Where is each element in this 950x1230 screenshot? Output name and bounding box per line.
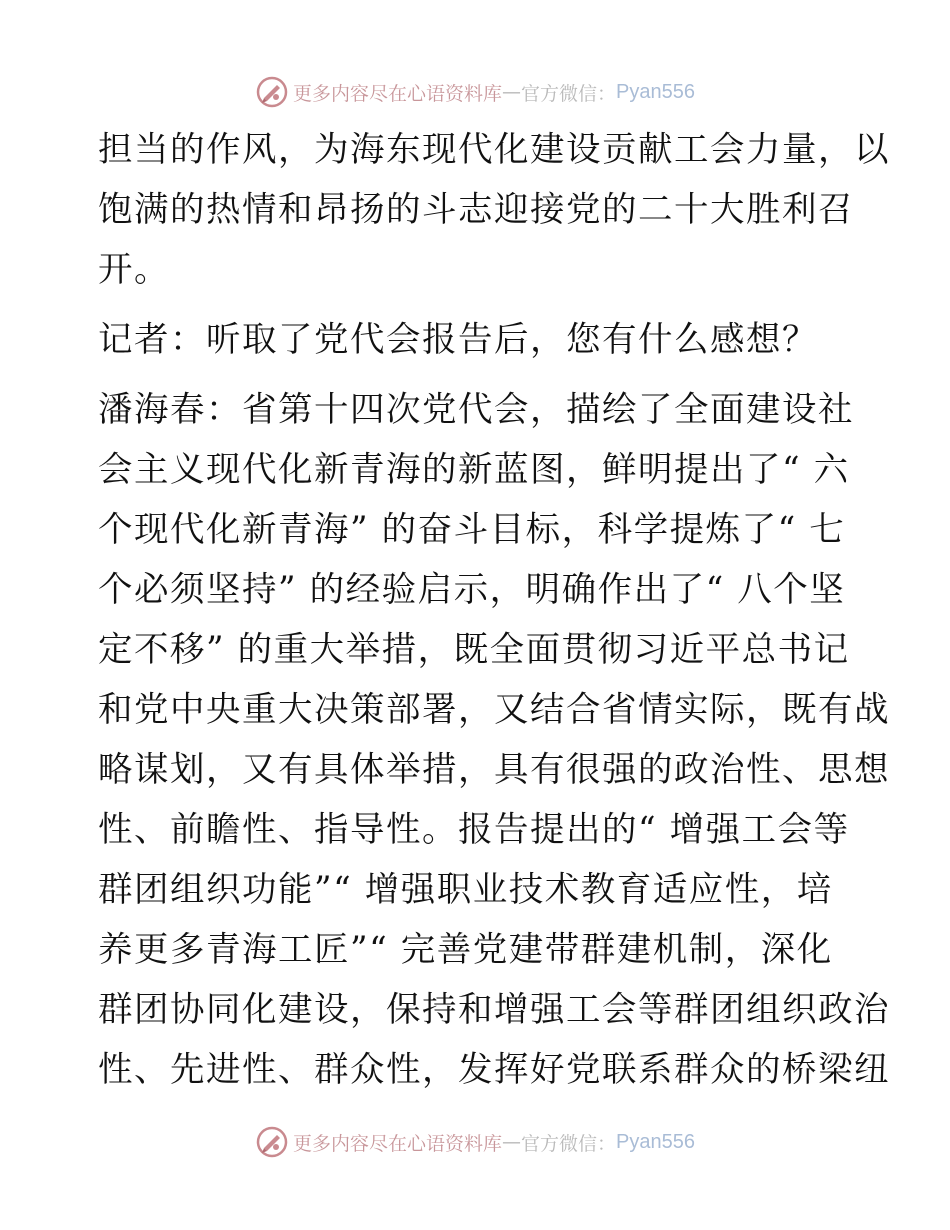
text-line: 性、先进性、群众性，发挥好党联系群众的桥梁纽: [98, 1050, 890, 1090]
text-line: 养更多青海工匠”“ 完善党建带群建机制，深化: [98, 930, 833, 970]
footer-label: 官方微信：: [521, 1132, 617, 1155]
text-line: 定不移” 的重大举措，既全面贯彻习近平总书记: [98, 630, 850, 670]
text-line: 性、前瞻性、指导性。报告提出的“ 增强工会等: [98, 810, 850, 850]
header-watermark: [0, 72, 950, 112]
paragraph-3: [98, 380, 890, 1100]
header-main-text: 更多内容尽在心语资料库: [293, 82, 503, 105]
footer-main-text: 更多内容尽在心语资料库: [293, 1132, 503, 1155]
footer-watermark: [0, 1122, 950, 1162]
text-line: 会主义现代化新青海的新蓝图，鲜明提出了“ 六: [98, 450, 850, 490]
header-separator: —: [502, 81, 522, 103]
document-body: [98, 120, 890, 1100]
text-line: 群团组织功能”“ 增强职业技术教育适应性，培: [98, 870, 833, 910]
text-line: 略谋划，又有具体举措，具有很强的政治性、思想: [98, 750, 890, 790]
text-line: 开。: [98, 250, 170, 290]
paragraph-2: [98, 310, 868, 370]
footer-separator: —: [502, 1131, 522, 1153]
text-line: 和党中央重大决策部署，又结合省情实际，既有战: [98, 690, 890, 730]
header-account: Pyan556: [616, 80, 695, 103]
header-label: 官方微信：: [521, 82, 617, 105]
text-line: 潘海春：省第十四次党代会，描绘了全面建设社: [98, 390, 854, 430]
text-line: 饱满的热情和昂扬的斗志迎接党的二十大胜利召: [98, 190, 854, 230]
text-line: 个必须坚持” 的经验启示，明确作出了“ 八个坚: [98, 570, 846, 610]
footer-account: Pyan556: [616, 1130, 695, 1153]
text-line: 个现代化新青海” 的奋斗目标，科学提炼了“ 七: [98, 510, 846, 550]
paragraph-1: [98, 120, 890, 300]
text-line: 担当的作风，为海东现代化建设贡献工会力量，以: [98, 130, 890, 170]
text-line: 记者：听取了党代会报告后，您有什么感想？: [98, 320, 818, 360]
logo-icon: [255, 1125, 289, 1159]
logo-icon: [255, 75, 289, 109]
text-line: 群团协同化建设，保持和增强工会等群团组织政治: [98, 990, 890, 1030]
